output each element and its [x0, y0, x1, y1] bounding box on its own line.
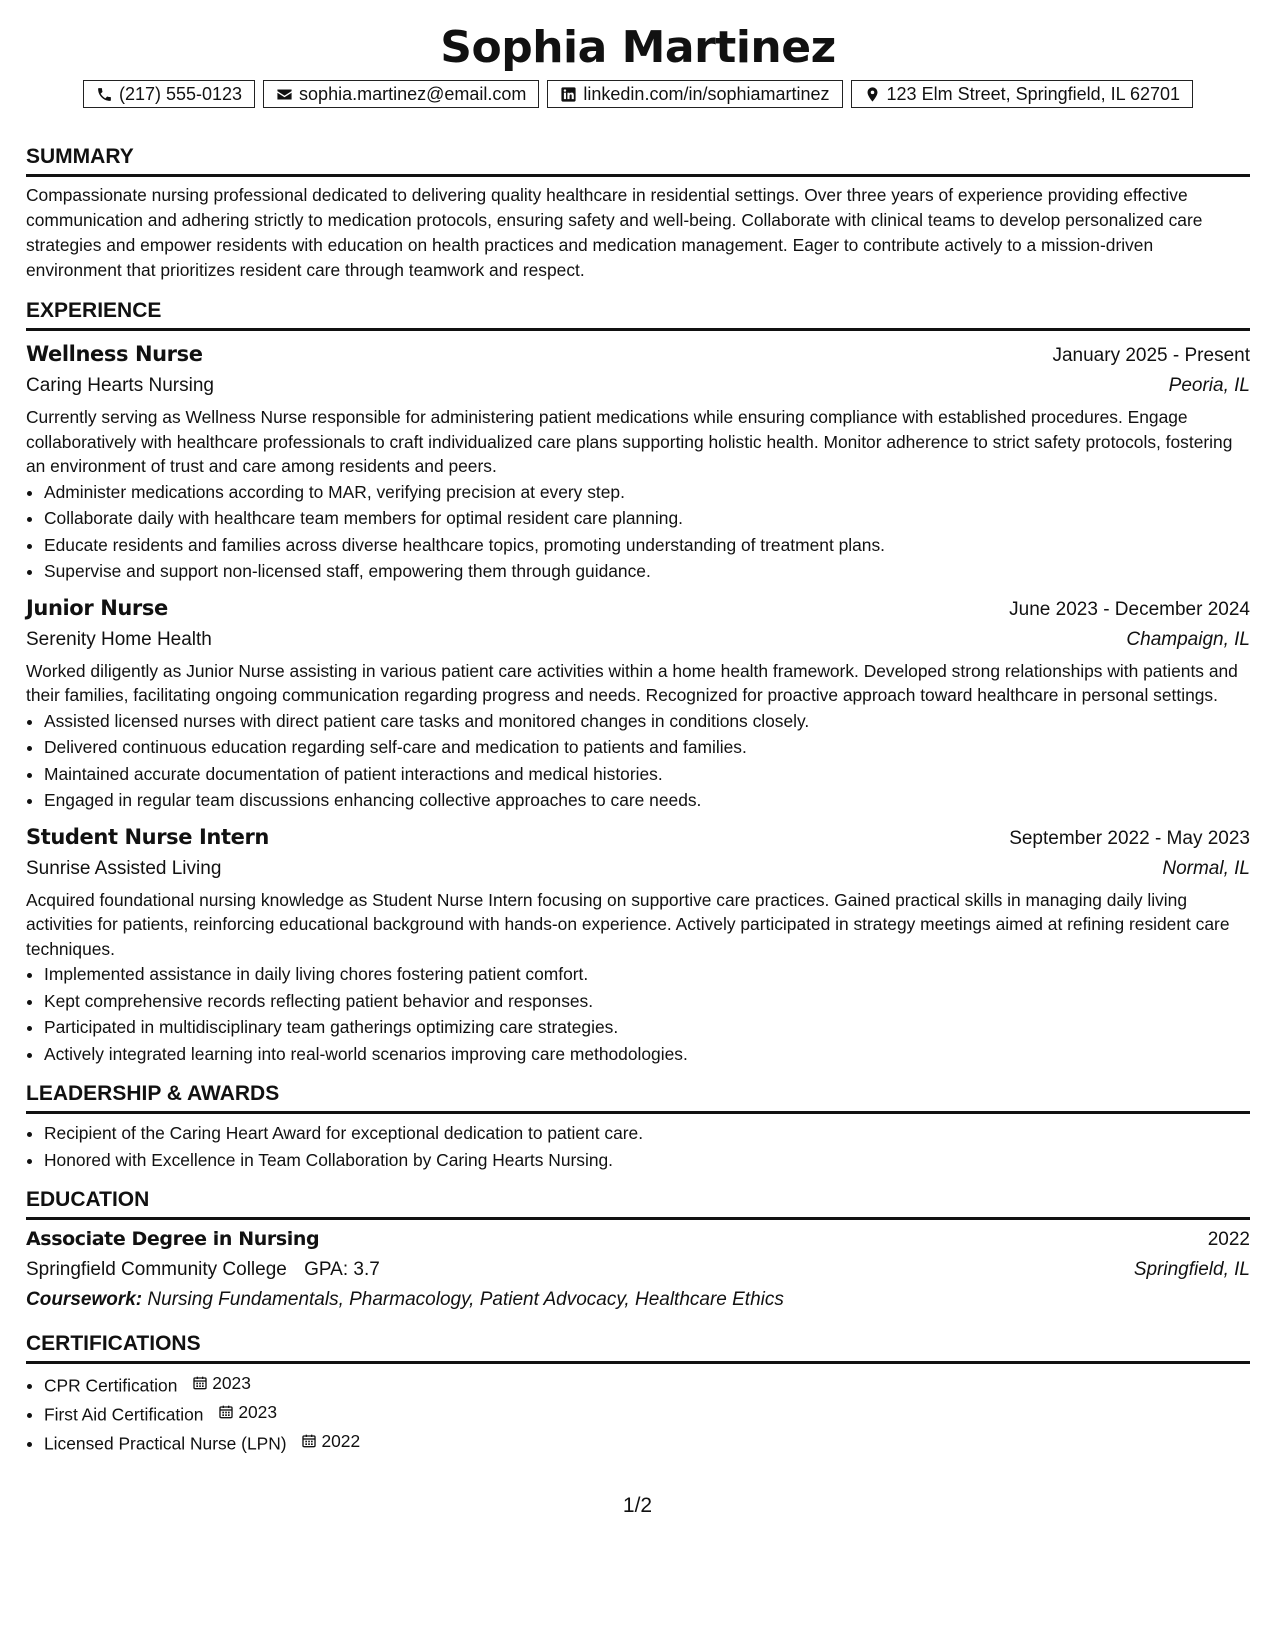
- section-title-summary: SUMMARY: [26, 144, 1250, 177]
- job-company: Caring Hearts Nursing: [26, 375, 214, 396]
- list-item: [44, 1428, 1250, 1457]
- contact-linkedin[interactable]: [547, 80, 842, 108]
- list-item: • Educate residents and families across diverse healthcare topics, promoting understanding of treatment plans.: [44, 532, 1250, 559]
- phone-text: (217) 555-0123: [118, 83, 243, 104]
- job-description: Currently serving as Wellness Nurse responsible for administering patient medications while ensuring compliance with established procedures. Engage collaboratively with healthcare professionals to craft individualized care plans supporting holistic health. Monitor adherence to strict safety protocols, fostering an environment of trust and care among residents and peers.: [26, 407, 1233, 476]
- section-title-education: EDUCATION: [26, 1187, 1250, 1220]
- job-description: Worked diligently as Junior Nurse assisting in various patient care activities within a home health framework. Developed strong relationships with patients and their families, facilitating ongoing communication regarding progress and needs. Recognized for proactive approach toward healthcare in personal settings.: [26, 660, 1238, 705]
- list-item: • Recipient of the Caring Heart Award for exceptional dedication to patient care.: [44, 1120, 1250, 1147]
- job-dates: September 2022 - May 2023: [1009, 827, 1250, 849]
- coursework-label: Coursework:: [26, 1289, 143, 1310]
- list-item: • Administer medications according to MAR, verifying precision at every step.: [44, 479, 1250, 506]
- job-entry: [26, 822, 1250, 1068]
- map-pin-icon: [864, 86, 881, 103]
- list-item: [44, 1370, 1250, 1399]
- section-title-leadership: LEADERSHIP & AWARDS: [26, 1081, 1250, 1114]
- cert-year: 2023: [238, 1401, 277, 1422]
- cert-name: CPR Certification: [44, 1375, 178, 1396]
- resume-page: [26, 22, 1250, 1456]
- job-title: Junior Nurse: [26, 595, 168, 620]
- summary-section: [26, 144, 1250, 283]
- calendar-icon: [218, 1404, 234, 1420]
- education-section: [26, 1187, 1250, 1315]
- page-number: 1/2: [622, 1494, 653, 1517]
- certifications-list: [26, 1370, 1250, 1456]
- job-bullets: [26, 961, 1250, 1067]
- section-title-experience: EXPERIENCE: [26, 298, 1250, 331]
- resume-name: Sophia Martinez: [440, 22, 836, 73]
- phone-icon: [96, 86, 113, 103]
- education-location: Springfield, IL: [1133, 1259, 1250, 1280]
- job-entry: [26, 339, 1250, 585]
- job-dates: June 2023 - December 2024: [1009, 598, 1250, 620]
- education-coursework: [26, 1285, 1250, 1315]
- job-bullets: [26, 708, 1250, 814]
- list-item: • Implemented assistance in daily living chores fostering patient comfort.: [44, 961, 1250, 988]
- job-location: Champaign, IL: [1126, 628, 1250, 650]
- linkedin-icon: [560, 86, 577, 103]
- list-item: • Participated in multidisciplinary team gatherings optimizing care strategies.: [44, 1014, 1250, 1041]
- contact-phone: [83, 80, 255, 108]
- linkedin-text: linkedin.com/in/sophiamartinez: [583, 83, 830, 104]
- job-dates: January 2025 - Present: [1052, 345, 1250, 366]
- list-item: • Maintained accurate documentation of patient interactions and medical histories.: [44, 761, 1250, 788]
- calendar-icon: [192, 1375, 208, 1391]
- summary-text: Compassionate nursing professional dedicated to delivering quality healthcare in residential settings. Over three years of experience providing effective communication and adhering strictly to medication protocols, ensuring safety and well-being. Collaborate with clinical teams to develop personalized care strategies and empower residents with education on health practices and medication management. Eager to contribute actively to a mission-driven environment that prioritizes resident care through teamwork and respect.: [26, 185, 1203, 280]
- cert-year: 2023: [212, 1373, 251, 1393]
- section-title-certifications: CERTIFICATIONS: [26, 1331, 1250, 1364]
- list-item: • Supervise and support non-licensed staff, empowering them through guidance.: [44, 558, 1250, 585]
- certifications-section: [26, 1331, 1250, 1456]
- list-item: [44, 1399, 1250, 1428]
- education-year: 2022: [1207, 1229, 1250, 1250]
- education-gpa: GPA: 3.7: [304, 1259, 380, 1280]
- list-item: • Assisted licensed nurses with direct patient care tasks and monitored changes in conditions closely.: [44, 708, 1250, 735]
- list-item: • Kept comprehensive records reflecting patient behavior and responses.: [44, 988, 1250, 1015]
- education-degree: Associate Degree in Nursing: [26, 1228, 320, 1250]
- job-location: Normal, IL: [1162, 857, 1250, 879]
- cert-name: Licensed Practical Nurse (LPN): [44, 1432, 287, 1453]
- leadership-list: [26, 1120, 1250, 1173]
- education-school: Springfield Community College: [26, 1259, 287, 1280]
- job-location: Peoria, IL: [1168, 375, 1250, 396]
- job-title: Student Nurse Intern: [26, 824, 269, 849]
- contact-address: [851, 80, 1194, 108]
- leadership-section: [26, 1081, 1250, 1173]
- contact-email[interactable]: [263, 80, 539, 108]
- coursework-text: Nursing Fundamentals, Pharmacology, Patient Advocacy, Healthcare Ethics: [147, 1289, 784, 1310]
- email-text: sophia.martinez@email.com: [299, 83, 527, 104]
- list-item: • Engaged in regular team discussions enhancing collective approaches to care needs.: [44, 787, 1250, 814]
- cert-name: First Aid Certification: [44, 1404, 204, 1424]
- list-item: • Delivered continuous education regarding self-care and medication to patients and families.: [44, 734, 1250, 761]
- job-bullets: [26, 479, 1250, 585]
- job-company: Serenity Home Health: [26, 628, 212, 650]
- list-item: • Actively integrated learning into real-world scenarios improving care methodologies.: [44, 1041, 1250, 1068]
- contact-row: [26, 80, 1250, 108]
- envelope-icon: [276, 86, 293, 103]
- job-entry: [26, 593, 1250, 814]
- job-description: Acquired foundational nursing knowledge as Student Nurse Intern focusing on supportive care practices. Gained practical skills in managing daily living activities for patients, reinforcing educational background with hands-on experience. Actively participated in strategy meetings aimed at refining resident care techniques.: [26, 889, 1230, 959]
- list-item: • Collaborate daily with healthcare team members for optimal resident care planning.: [44, 505, 1250, 532]
- job-company: Sunrise Assisted Living: [26, 857, 222, 879]
- address-text: 123 Elm Street, Springfield, IL 62701: [886, 83, 1181, 104]
- cert-year: 2022: [321, 1430, 361, 1451]
- experience-section: [26, 298, 1250, 1067]
- job-title: Wellness Nurse: [26, 342, 203, 366]
- list-item: • Honored with Excellence in Team Collaboration by Caring Hearts Nursing.: [44, 1147, 1250, 1174]
- calendar-icon: [301, 1433, 317, 1449]
